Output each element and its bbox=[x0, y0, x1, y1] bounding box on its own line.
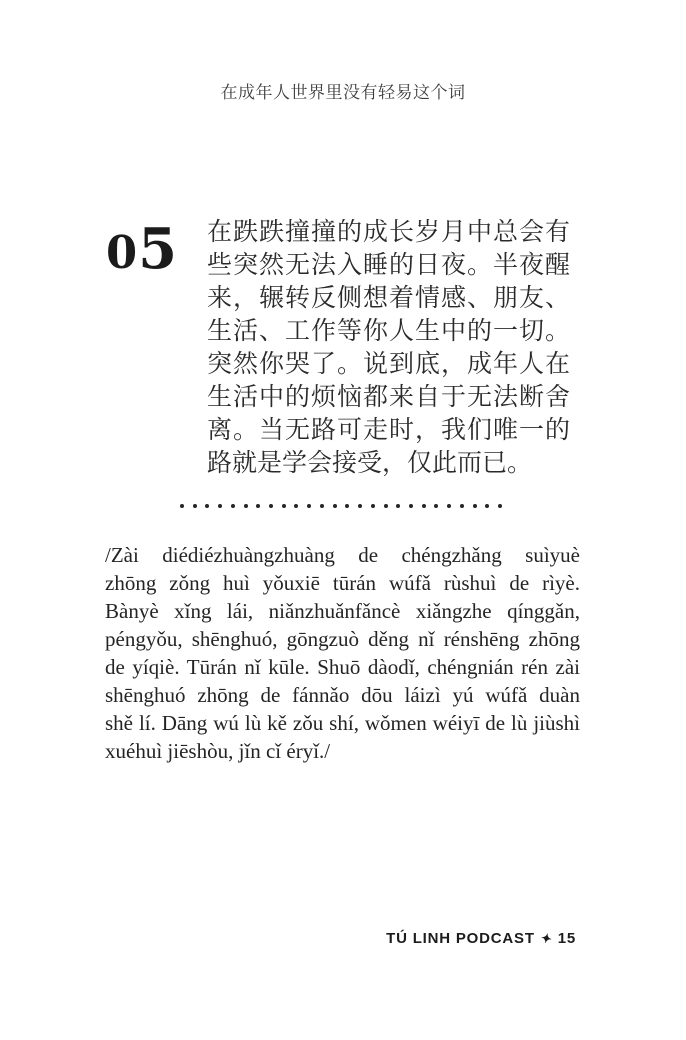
text-line: péngyǒu, shēnghuó, gōngzuò děng nǐ rénshēng zhōng bbox=[105, 627, 580, 651]
separator-dot bbox=[218, 504, 222, 508]
separator-dot bbox=[498, 504, 502, 508]
separator-dot bbox=[294, 504, 298, 508]
text-line: 来，辗转反侧想着情感、朋友、 bbox=[207, 285, 570, 312]
sparkle-icon: ✦ bbox=[539, 930, 554, 947]
separator-dot bbox=[269, 504, 273, 508]
text-line: 路就是学会接受，仅此而已。 bbox=[207, 450, 533, 477]
text-line: 离。当无路可走时，我们唯一的 bbox=[207, 417, 570, 444]
separator-dot bbox=[409, 504, 413, 508]
separator-dot bbox=[307, 504, 311, 508]
separator-dot bbox=[460, 504, 464, 508]
separator-dot bbox=[434, 504, 438, 508]
text-line: 突然你哭了。说到底，成年人在 bbox=[207, 351, 570, 378]
text-line: de yíqiè. Tūrán nǐ kūle. Shuō dàodǐ, chéngnián rén zài bbox=[105, 655, 580, 679]
separator-dot bbox=[282, 504, 286, 508]
separator-dot bbox=[447, 504, 451, 508]
text-line: xuéhuì jiēshòu, jǐn cǐ éryǐ./ bbox=[105, 739, 331, 763]
page-number: 15 bbox=[557, 930, 576, 947]
pinyin-paragraph bbox=[105, 541, 580, 765]
separator-dot bbox=[384, 504, 388, 508]
separator-dot bbox=[333, 504, 337, 508]
separator-dot bbox=[371, 504, 375, 508]
text-line: 在跌跌撞撞的成长岁月中总会有 bbox=[207, 219, 570, 246]
text-line: shēnghuó zhōng de fánnǎo dōu láizì yú wúfǎ duàn bbox=[105, 683, 580, 707]
text-line: 生活、工作等你人生中的一切。 bbox=[207, 318, 570, 345]
text-line: Bànyè xǐng lái, niǎnzhuǎnfǎncè xiǎngzhe qínggǎn, bbox=[105, 599, 580, 623]
separator-dot bbox=[205, 504, 209, 508]
separator-dot bbox=[256, 504, 260, 508]
chinese-paragraph bbox=[207, 216, 570, 480]
separator-dot bbox=[244, 504, 248, 508]
separator-dot bbox=[345, 504, 349, 508]
dotted-separator bbox=[180, 503, 502, 509]
text-line: shě lí. Dāng wú lù kě zǒu shí, wǒmen wéiyī de lù jiùshì bbox=[105, 711, 580, 735]
text-line: /Zài diédiézhuàngzhuàng de chéngzhǎng suìyuè bbox=[105, 543, 580, 567]
text-line: zhōng zǒng huì yǒuxiē tūrán wúfǎ rùshuì de rìyè. bbox=[105, 571, 580, 595]
separator-dot bbox=[396, 504, 400, 508]
running-header-title: 在成年人世界里没有轻易这个词 bbox=[220, 83, 466, 102]
brand-name: TÚ LINH PODCAST bbox=[386, 930, 535, 947]
separator-dot bbox=[473, 504, 477, 508]
separator-dot bbox=[320, 504, 324, 508]
text-line: 生活中的烦恼都来自于无法断舍 bbox=[207, 384, 570, 411]
separator-dot bbox=[422, 504, 426, 508]
separator-dot bbox=[485, 504, 489, 508]
text-line: 些突然无法入睡的日夜。半夜醒 bbox=[207, 252, 570, 279]
separator-dot bbox=[193, 504, 197, 508]
separator-dot bbox=[358, 504, 362, 508]
page-footer bbox=[386, 930, 576, 946]
separator-dot bbox=[180, 504, 184, 508]
section-number: 05 bbox=[106, 216, 179, 282]
separator-dot bbox=[231, 504, 235, 508]
